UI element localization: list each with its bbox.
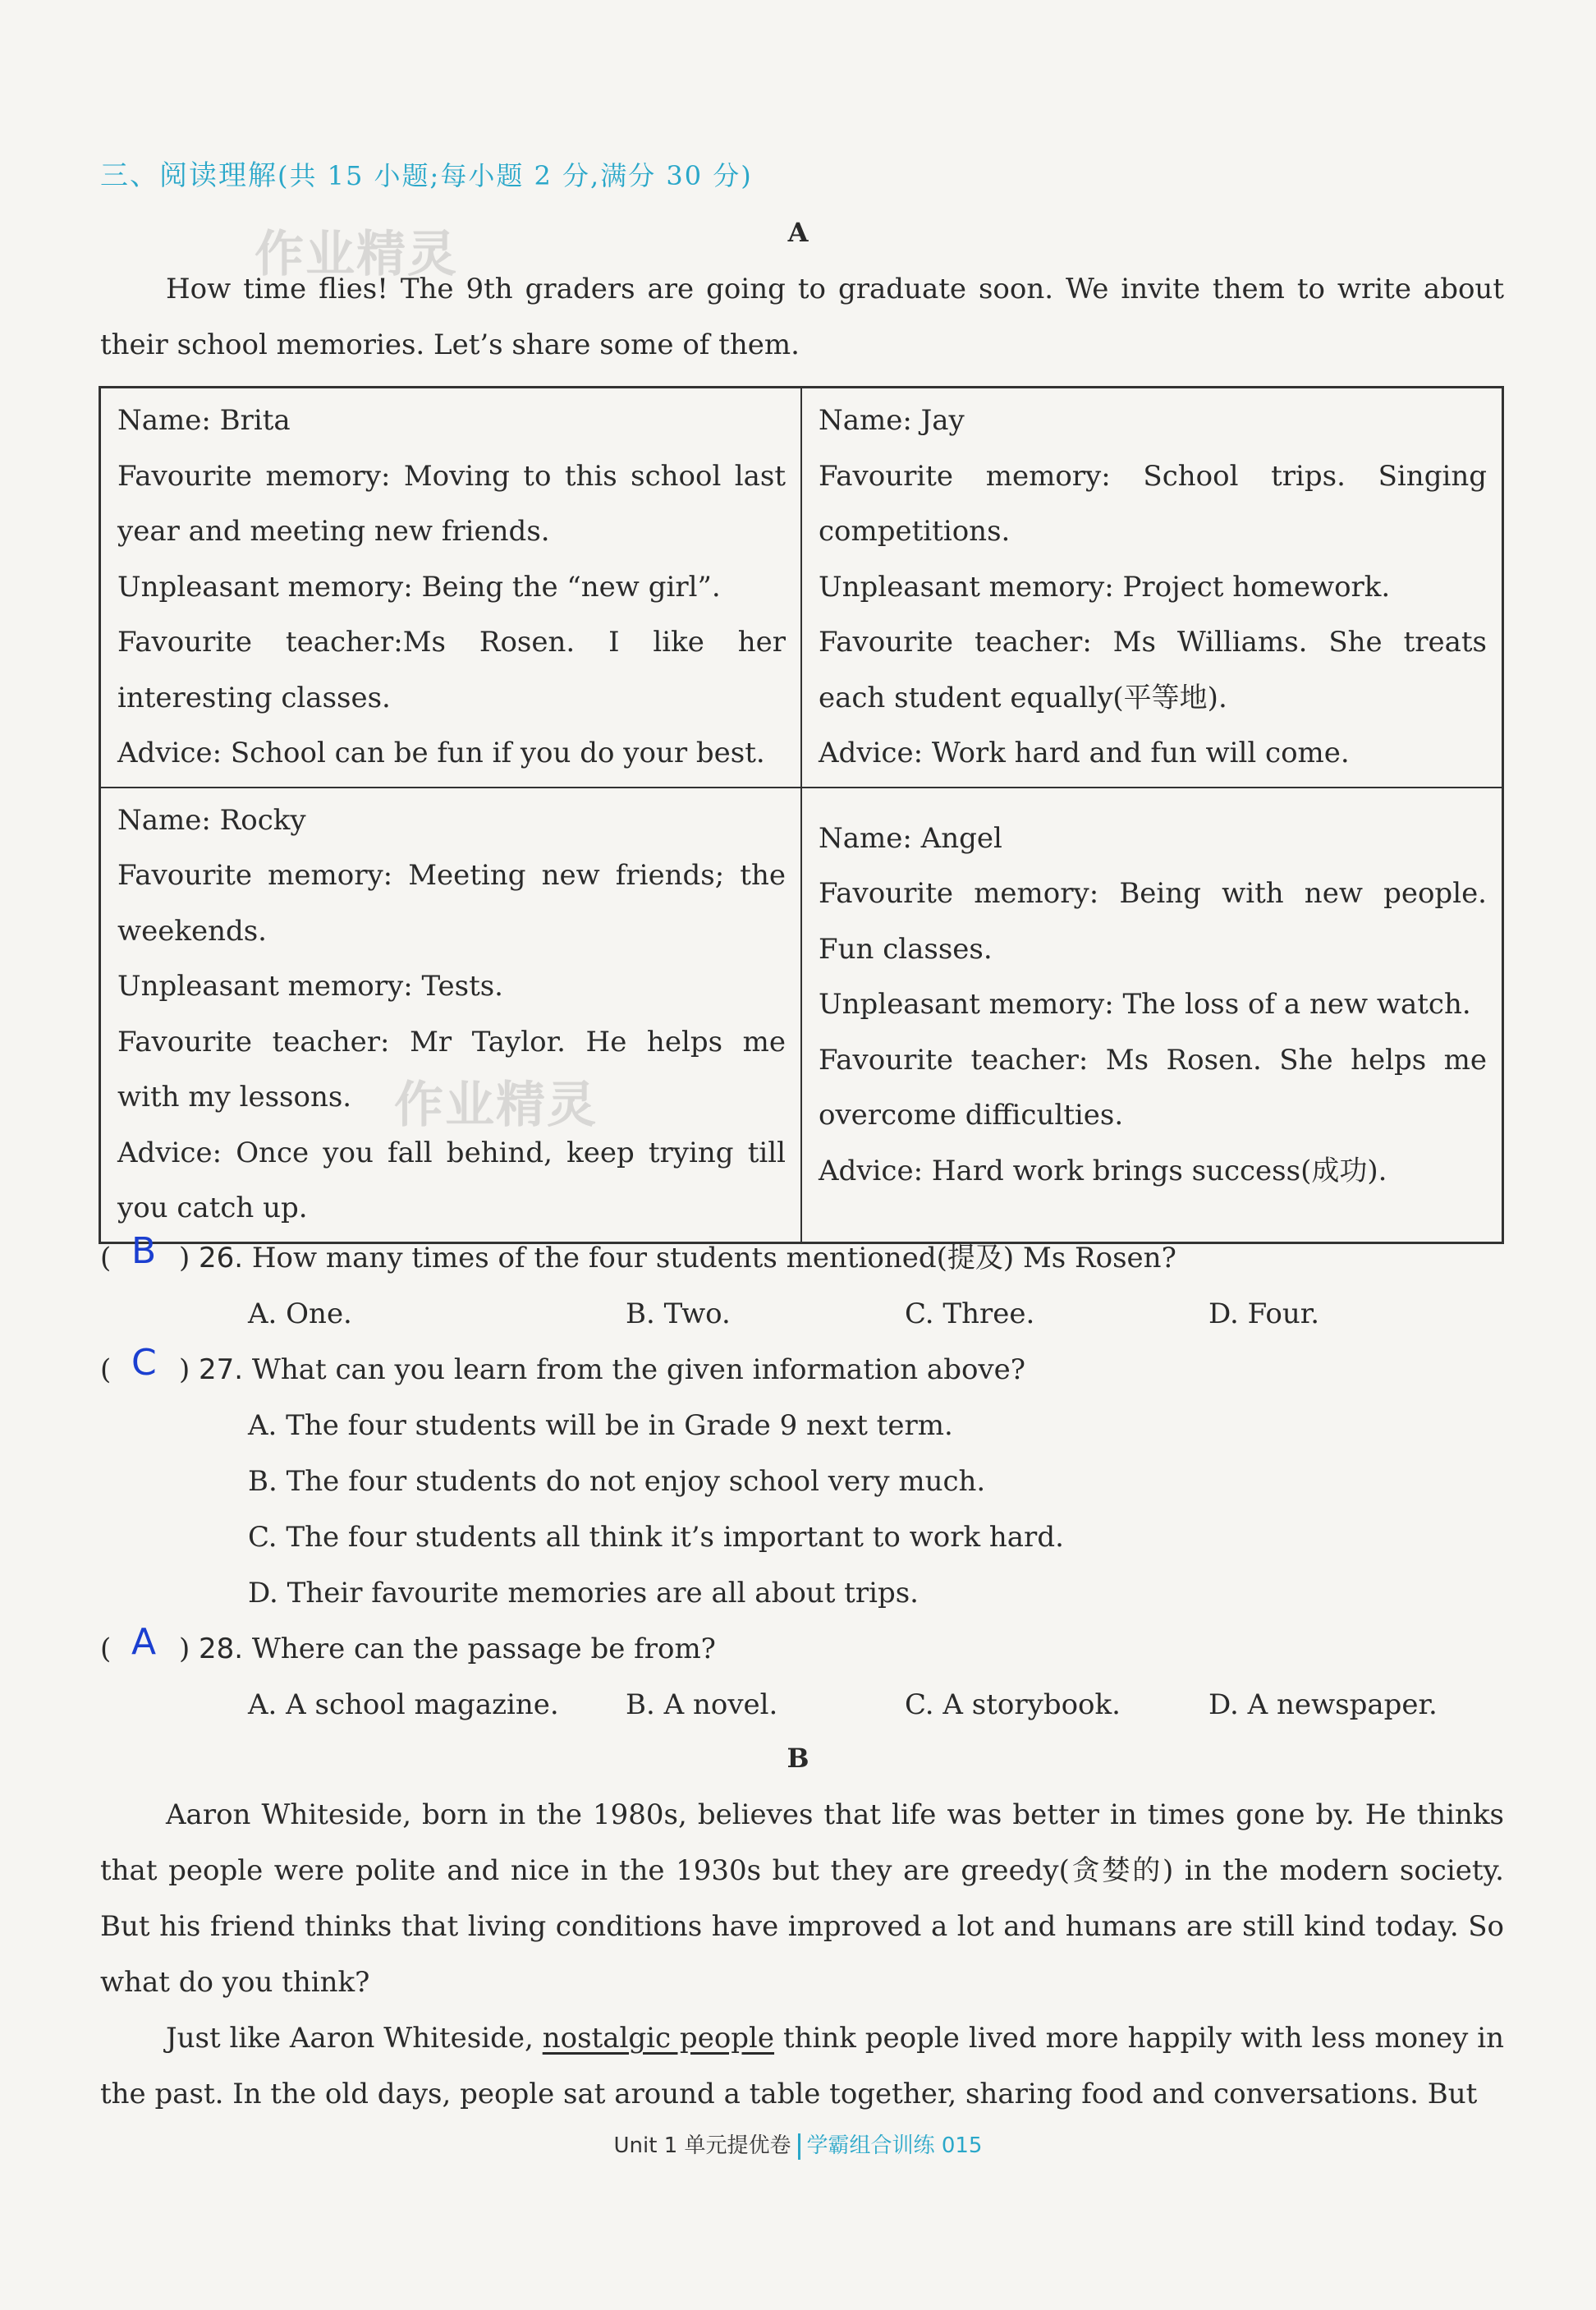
card-unpleasant-memory: Unpleasant memory: Project homework. (819, 570, 1391, 604)
passage-b-paragraph-1-text: Aaron Whiteside, born in the 1980s, believes that life was better in times gone by. He thinks that people were polite and nice in the 1930s but they are greedy(贪婪的) in the modern society. But his friend thinks that living conditions have improved a lot and humans are still kind today. So what do you think? (100, 1798, 1504, 1999)
card-jay (801, 388, 1503, 788)
option-d: D. Four. (1208, 1297, 1320, 1330)
question-28 (100, 1621, 716, 1674)
watermark-logo: 作业精灵 (255, 226, 458, 283)
card-advice: Advice: Once you fall behind, keep trying till you catch up. (117, 1136, 786, 1224)
answer-mark: A (131, 1621, 157, 1663)
card-favourite-teacher: Favourite teacher: Ms Williams. She treats each student equally(平等地). (819, 626, 1487, 714)
footer-unit: Unit 1 单元提优卷 (613, 2133, 791, 2158)
card-name: Name: Jay (819, 404, 965, 437)
answer-bracket: ( B ) (100, 1233, 199, 1283)
card-advice: Advice: Work hard and fun will come. (819, 737, 1350, 769)
option-a: A. A school magazine. (248, 1688, 559, 1721)
passage-a-intro-text: How time flies! The 9th graders are going to graduate soon. We invite them to write about their school memories. Let’s share some of them. (100, 273, 1504, 361)
card-favourite-memory: Favourite memory: School trips. Singing competitions. (819, 459, 1487, 548)
question-text: Where can the passage be from? (251, 1633, 716, 1665)
card-favourite-teacher: Favourite teacher:Ms Rosen. I like her interesting classes. (117, 626, 786, 714)
card-favourite-teacher: Favourite teacher: Ms Rosen. She helps me overcome difficulties. (819, 1043, 1487, 1132)
question-number: 26. (199, 1242, 244, 1274)
card-advice: Advice: School can be fun if you do your best. (117, 737, 765, 769)
footer-page-number: 015 (941, 2133, 983, 2158)
card-rocky (100, 788, 802, 1243)
passage-b-paragraph-1 (100, 1787, 1504, 2010)
page-footer (0, 2129, 1596, 2160)
question-27 (100, 1342, 1025, 1394)
section-title-detail: (共 15 小题;每小题 2 分,满分 30 分) (277, 160, 753, 191)
passage-a-heading: A (787, 217, 809, 248)
underlined-phrase: nostalgic people (542, 2022, 775, 2055)
option-b: B. Two. (626, 1297, 731, 1330)
question-number: 27. (199, 1353, 244, 1386)
option-c: C. The four students all think it’s important to work hard. (248, 1521, 1064, 1554)
option-d: D. A newspaper. (1208, 1688, 1438, 1721)
answer-mark: B (131, 1230, 157, 1272)
card-unpleasant-memory: Unpleasant memory: Tests. (117, 970, 503, 1003)
card-angel (801, 788, 1503, 1243)
card-favourite-memory: Favourite memory: Being with new people. Fun classes. (819, 877, 1487, 966)
passage-b-heading: B (787, 1743, 809, 1774)
passage-b-p2-before: Just like Aaron Whiteside, (166, 2022, 543, 2055)
option-b: B. A novel. (626, 1688, 778, 1721)
passage-b-p2-after: think people lived more happily with less money in the past. In the old days, people sat around a table together, sharing food and conversations. But (100, 2022, 1504, 2110)
answer-mark: C (131, 1342, 157, 1384)
card-favourite-teacher: Favourite teacher: Mr Taylor. He helps me with my lessons. (117, 1025, 786, 1114)
option-a: A. The four students will be in Grade 9 next term. (248, 1409, 953, 1442)
option-b: B. The four students do not enjoy school very much. (248, 1465, 986, 1498)
card-advice: Advice: Hard work brings success(成功). (819, 1154, 1387, 1187)
card-unpleasant-memory: Unpleasant memory: The loss of a new watch. (819, 988, 1471, 1021)
section-title-label: 三、阅读理解 (100, 159, 277, 192)
question-number: 28. (199, 1633, 244, 1665)
card-name: Name: Angel (819, 821, 1002, 855)
footer-brand: 学霸组合训练 (806, 2133, 935, 2158)
passage-b-paragraph-2 (100, 2010, 1504, 2122)
option-d: D. Their favourite memories are all about trips. (248, 1577, 919, 1610)
card-favourite-memory: Favourite memory: Moving to this school last year and meeting new friends. (117, 459, 786, 548)
answer-bracket: ( C ) (100, 1345, 199, 1394)
card-name: Name: Rocky (117, 803, 306, 837)
question-26 (100, 1230, 1176, 1283)
card-unpleasant-memory: Unpleasant memory: Being the “new girl”. (117, 570, 721, 604)
section-title (100, 153, 753, 193)
question-text: How many times of the four students mentioned(提及) Ms Rosen? (251, 1242, 1176, 1274)
answer-bracket: ( A ) (100, 1624, 199, 1674)
card-name: Name: Brita (117, 404, 291, 437)
passage-a-intro (100, 261, 1504, 373)
memories-table (99, 386, 1504, 1244)
question-text: What can you learn from the given information above? (251, 1353, 1025, 1386)
option-c: C. Three. (905, 1297, 1035, 1330)
option-a: A. One. (248, 1297, 352, 1330)
footer-divider (798, 2133, 800, 2160)
card-favourite-memory: Favourite memory: Meeting new friends; the weekends. (117, 859, 786, 948)
watermark-logo: 作业精灵 (394, 1077, 598, 1134)
option-c: C. A storybook. (905, 1688, 1121, 1721)
card-brita (100, 388, 802, 788)
